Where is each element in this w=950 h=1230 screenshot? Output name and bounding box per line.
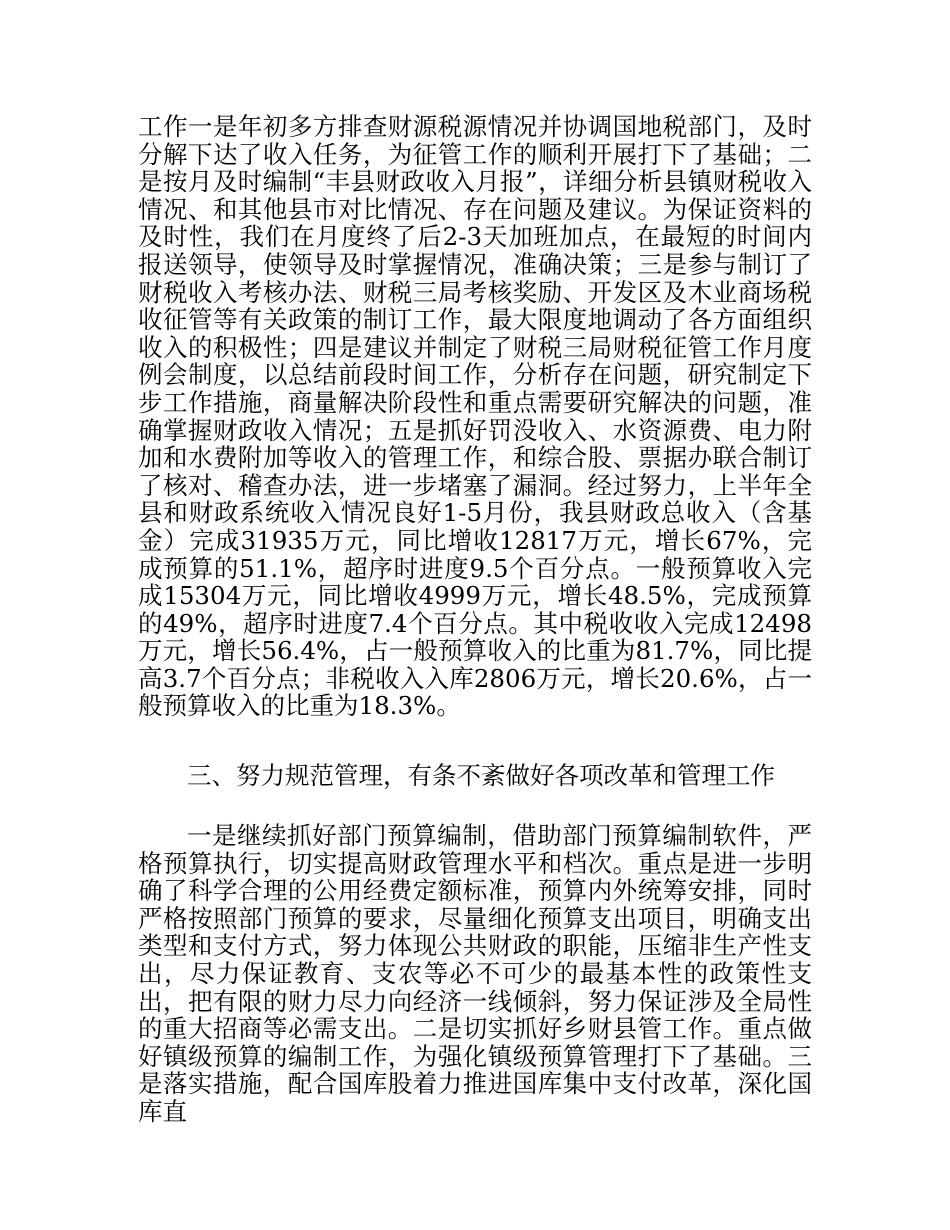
body-paragraph-revenue: 工作一是年初多方排查财源税源情况并协调国地税部门，及时分解下达了收入任务，为征管工作的顺利开展打下了基础；二是按月及时编制“丰县财政收入月报”，详细分析县镇财税收入情况、和其他县市对比情况、存在问题及建议。为保证资料的及时性，我们在月度终了后2-3天加班加点，在最短的时间内报送领导，使领导及时掌握情况，准确决策；三是参与制订了财税收入考核办法、财税三局考核奖励、开发区及木业商场税收征管等有关政策的制订工作，最大限度地调动了各方面组织收入的积极性；四是建议并制定了财税三局财税征管工作月度例会制度，以总结前段时间工作，分析存在问题，研究制定下步工作措施，商量解决阶段性和重点需要研究解决的问题，准确掌握财政收入情况；五是抓好罚没收入、水资源费、电力附加和水费附加等收入的管理工作，和综合股、票据办联合制订了核对、稽查办法，进一步堵塞了漏洞。经过努力，上半年全县和财政系统收入情况良好1-5月份，我县财政总收入（含基金）完成31935万元，同比增收12817万元，增长67%，完成预算的51.1%，超序时进度9.5个百分点。一般预算收入完成15304万元，同比增收4999万元，增长48.5%，完成预算的49%，超序时进度7.4个百分点。其中税收收入完成12498万元，增长56.4%，占一般预算收入的比重为81.7%，同比提高3.7个百分点；非税收入入库2806万元，增长20.6%，占一般预算收入的比重为18.3%。 — [138, 112, 812, 721]
section-heading-3: 三、努力规范管理，有条不紊做好各项改革和管理工作 — [187, 761, 775, 790]
body-paragraph-reform: 一是继续抓好部门预算编制，借助部门预算编制软件，严格预算执行，切实提高财政管理水平和档次。重点是进一步明确了科学合理的公用经费定额标准，预算内外统筹安排，同时严格按照部门预算的要求，尽量细化预算支出项目，明确支出类型和支付方式，努力体现公共财政的职能，压缩非生产性支出，尽力保证教育、支农等必不可少的最基本性的政策性支出，把有限的财力尽力向经济一线倾斜，努力保证涉及全局性的重大招商等必需支出。二是切实抓好乡财县管工作。重点做好镇级预算的编制工作，为强化镇级预算管理打下了基础。三是落实措施，配合国库股着力推进国库集中支付改革，深化国库直 — [138, 821, 812, 1126]
